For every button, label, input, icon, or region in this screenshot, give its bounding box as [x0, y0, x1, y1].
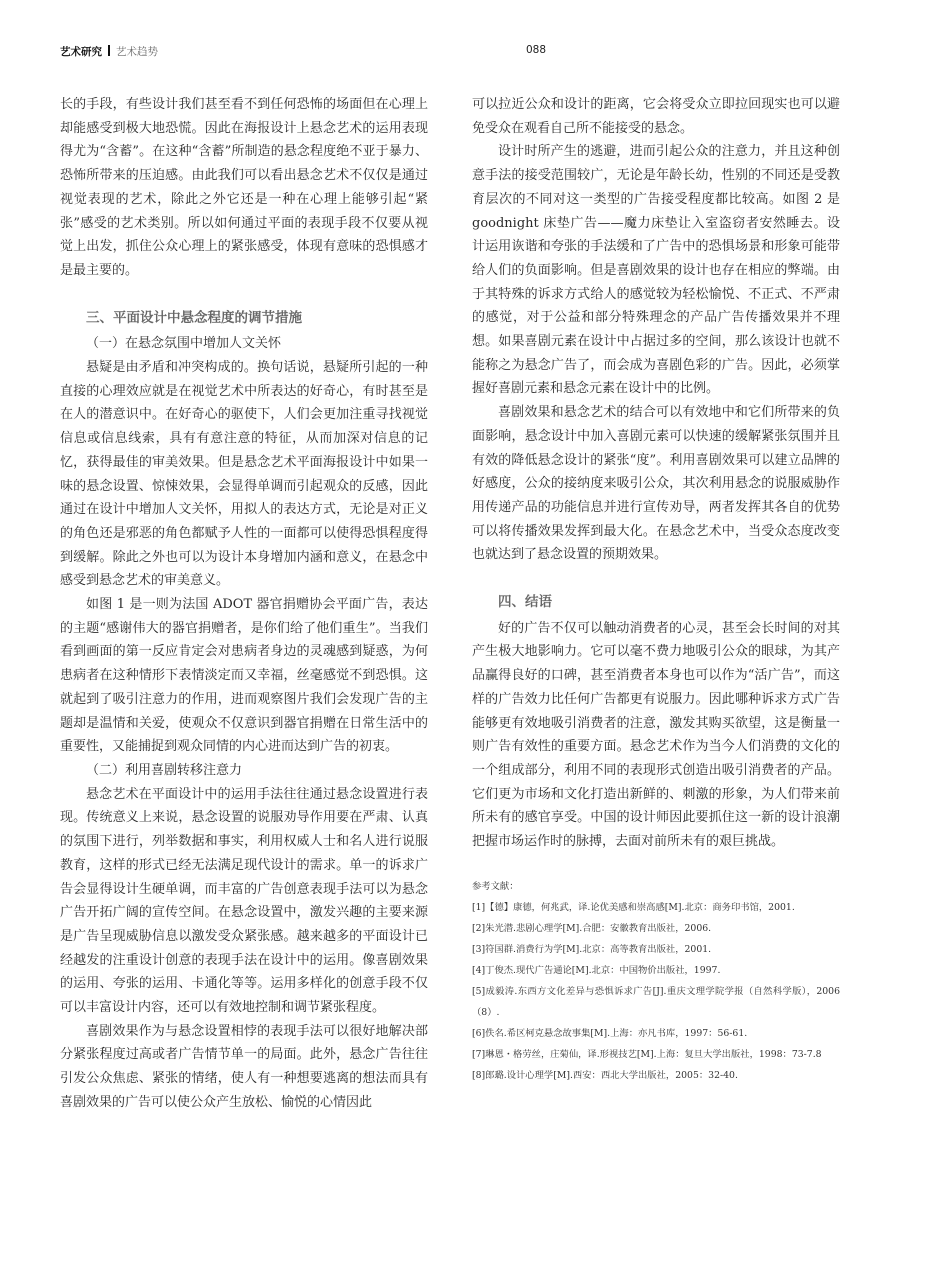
paragraph: 悬疑是由矛盾和冲突构成的。换句话说，悬疑所引起的一种直接的心理效应就是在视觉艺术中所表达的好奇心，有时甚至是在人的潜意识中。在好奇心的驱使下，人们会更加注重寻找视觉信息或信息线索，具有有意注意的特征，从而加深对信息的记忆，获得最佳的审美效果。但是悬念艺术平面海报设计中如果一味的悬念设置、惊悚效果，会显得单调而引起观众的反感，因此通过在设计中增加人文关怀，用拟人的表达方式，无论是对正义的角色还是邪恶的角色都赋予人性的一面都可以使得恐惧程度得到缓解。除此之外也可以为设计本身增加内涵和意义，在悬念中感受到悬念艺术的审美意义。: [60, 360, 428, 589]
paragraph: 喜剧效果和悬念艺术的结合可以有效地中和它们所带来的负面影响，悬念设计中加入喜剧元素可以快速的缓解紧张氛围并且有效的降低悬念设计的紧张“度”。利用喜剧效果可以建立品牌的好感度，公众的接纳度来吸引公众，其次利用悬念的说服威胁作用传递产品的功能信息并进行宣传劝导，两者发挥其各自的优势可以将传播效果发挥到最大化。在悬念艺术中，当受众态度改变也就达到了悬念设置的预期效果。: [472, 405, 840, 563]
reference-item: [3]符国群.消费行为学[M].北京：高等教育出版社，2001.: [472, 943, 712, 955]
right-column: [472, 93, 840, 1086]
subsection-heading: （一）在悬念氛围中增加人文关怀: [86, 336, 282, 352]
page-header: [60, 44, 900, 62]
references: [472, 876, 840, 1086]
left-column: [60, 93, 428, 1115]
reference-item: [8]郎璐.设计心理学[M].西安：西北大学出版社，2005：32-40.: [472, 1069, 738, 1081]
paragraph: 喜剧效果作为与悬念设置相悖的表现手法可以很好地解决部分紧张程度过高或者广告情节单一的局面。此外，悬念广告往往引发公众焦虑、紧张的情绪，使人有一种想要逃离的想法而具有喜剧效果的广告可以使公众产生放松、愉悦的心情因此: [60, 1023, 428, 1110]
section-heading: 四、结语: [498, 594, 552, 611]
reference-item: [7]琳恩・格劳丝，庄菊仙，译.形视技艺[M].上海：复旦大学出版社，1998：73-7.8: [472, 1048, 822, 1060]
section-heading: 三、平面设计中悬念程度的调节措施: [86, 309, 302, 326]
reference-item: [2]朱光潜.悲剧心理学[M].合肥：安徽教育出版社，2006.: [472, 922, 712, 934]
page-number: 088: [526, 44, 547, 56]
reference-item: [4]丁俊杰.现代广告通论[M].北京：中国物价出版社，1997.: [472, 964, 721, 976]
header-separator: [108, 45, 110, 56]
journal-name: 艺术研究: [60, 46, 102, 58]
paragraph: 长的手段，有些设计我们甚至看不到任何恐怖的场面但在心理上却能感受到极大地恐慌。因此在海报设计上悬念艺术的运用表现得尤为“含蓄”。在这种“含蓄”所制造的悬念程度绝不亚于暴力、恐怖所带来的压迫感。由此我们可以看出悬念艺术不仅仅是通过视觉表现的艺术，除此之外它还是一种在心理上能够引起“紧张”感受的艺术类别。所以如何通过平面的表现手段不仅要从视觉上出发，抓住公众心理上的紧张感受，体现有意味的恐惧感才是最主要的。: [60, 97, 428, 278]
references-title: 参考文献：: [472, 880, 519, 892]
paragraph: 悬念艺术在平面设计中的运用手法往往通过悬念设置进行表现。传统意义上来说，悬念设置的说服劝导作用要在严肃、认真的氛围下进行，列举数据和事实，利用权威人士和名人进行说服教育，这样的形式已经无法满足现代设计的需求。单一的诉求广告会显得设计生硬单调，而丰富的广告创意表现手法可以为悬念广告开拓广阔的宣传空间。在悬念设置中，激发兴趣的主要来源是广告呈现威胁信息以激发受众紧张感。越来越多的平面设计已经越发的注重设计创意的表现手法在设计中的运用。像喜剧效果的运用、夸张的运用、卡通化等等。运用多样化的创意手段不仅可以丰富设计内容，还可以有效地控制和调节紧张程度。: [60, 786, 428, 1016]
reference-item: [5]成毅涛.东西方文化差异与恐惧诉求广告[J].重庆文理学院学报（自然科学版），2006（8）.: [472, 985, 840, 1018]
paragraph: 好的广告不仅可以触动消费者的心灵，甚至会长时间的对其产生极大地影响力。它可以毫不费力地吸引公众的眼球，为其产品赢得良好的口碑，甚至消费者本身也可以作为“活广告”，而这样的广告效力比任何广告都更有说服力。因此哪种诉求方式广告能够更有效地吸引消费者的注意，激发其购买欲望，这是衡量一则广告有效性的重要方面。悬念艺术作为当今人们消费的文化的一个组成部分，利用不同的表现形式创造出吸引消费者的产品。它们更为市场和文化打造出新鲜的、刺激的形象，为人们带来前所未有的感官享受。中国的设计师因此要抓住这一新的设计浪潮把握市场运作时的脉搏，去面对前所未有的艰巨挑战。: [472, 620, 840, 850]
section-name: 艺术趋势: [116, 46, 158, 58]
paragraph: 可以拉近公众和设计的距离，它会将受众立即拉回现实也可以避免受众在观看自己所不能接受的悬念。: [472, 97, 840, 136]
paragraph: 如图 1 是一则为法国 ADOT 器官捐赠协会平面广告，表达的主题“感谢伟大的器官捐赠者，是你们给了他们重生”。当我们看到画面的第一反应肯定会对患病者身边的灵魂感到疑惑，为何患病者在这种情形下表情淡定而又幸福，丝毫感觉不到恐惧。这就起到了吸引注意力的作用，进而观察图片我们会发现广告的主题却是温情和关爱，使观众不仅意识到器官捐赠在日常生活中的重要性，又能捕捉到观众同情的内心进而达到广告的初衷。: [60, 597, 428, 755]
subsection-heading: （二）利用喜剧转移注意力: [86, 762, 243, 778]
paragraph: 设计时所产生的逃避，进而引起公众的注意力，并且这种创意手法的接受范围较广，无论是年龄长幼，性别的不同还是受教育层次的不同对这一类型的广告接受程度都比较高。如图 2 是 goodnight 床垫广告——魔力床垫让入室盗窃者安然睡去。设计运用诙谐和夸张的手法缓和了广告中的恐惧场景和形象可能带给人们的负面影响。但是喜剧效果的设计也存在相应的弊端。由于其特殊的诉求方式给人的感觉较为轻松愉悦、不正式、不严肃的感觉，对于公益和部分特殊理念的产品广告传播效果并不理想。如果喜剧元素在设计中占据过多的空间，那么该设计也就不能称之为悬念广告了，而会成为喜剧色彩的广告。因此，必须掌握好喜剧元素和悬念元素在设计中的比例。: [472, 144, 840, 397]
running-head: [60, 44, 158, 59]
reference-item: [1]【德】康德，何兆武，译.论优美感和崇高感[M].北京：商务印书馆，2001.: [472, 901, 795, 913]
reference-item: [6]佚名.希区柯克悬念故事集[M].上海：亦凡书库，1997：56-61.: [472, 1027, 748, 1039]
